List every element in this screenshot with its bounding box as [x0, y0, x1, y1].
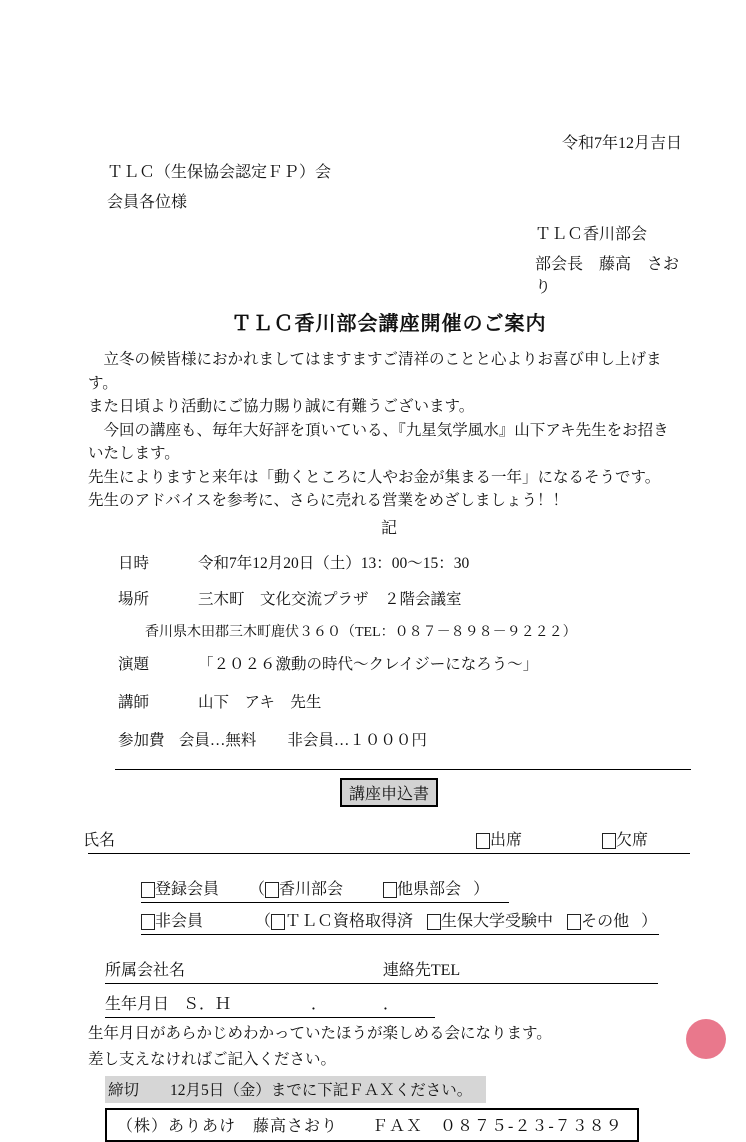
body-paragraphs: [88, 348, 690, 513]
birthdate-input-line[interactable]: [105, 991, 435, 1018]
birthdate-note-2: 差し支えなければご記入ください。: [88, 1050, 337, 1068]
birthdate-note-1: 生年月日があらかじめわかっていたほうが楽しめる会になります。: [88, 1024, 552, 1042]
registered-member-label: 登録会員: [155, 880, 220, 898]
venue-address: 香川県木田郡三木町鹿伏３６０（TEL：０８７－８９８－９２２２）: [145, 624, 577, 640]
registered-member-row: [141, 876, 509, 903]
paren-open: （: [249, 880, 266, 898]
registered-member-checkbox[interactable]: [141, 882, 155, 898]
paragraph-line: いたします。: [88, 445, 180, 462]
detail-row-datetime: [118, 551, 690, 573]
tel-label: 連絡先TEL: [382, 961, 461, 979]
nonmember-label: 非会員: [155, 912, 204, 930]
other-checkbox[interactable]: [567, 914, 581, 930]
tlc-qualified-checkbox[interactable]: [271, 914, 285, 930]
datetime-value: 令和7年12月20日（土）13：00～15：30: [198, 554, 470, 572]
deadline-highlight: 締切 12月5日（金）までに下記ＦＡＸください。: [105, 1076, 486, 1103]
nonmember-row: [141, 908, 659, 935]
paragraph-line: また日頃より活動にご協力賜り誠に有難うございます。: [88, 398, 475, 415]
topic-value: 「２０２６激動の時代～クレイジーになろう～」: [198, 655, 539, 673]
attend-checkbox[interactable]: [476, 833, 490, 849]
lecturer-label: 講師: [118, 693, 150, 711]
name-input-line[interactable]: [83, 827, 690, 854]
deadline-wrap: [88, 1071, 690, 1103]
seiho-univ-label: 生保大学受験中: [441, 912, 554, 930]
paren-open: （: [255, 912, 272, 930]
topic-label: 演題: [118, 655, 150, 673]
sender-organization: ＴＬＣ香川部会: [535, 226, 648, 243]
other-pref-branch-checkbox[interactable]: [383, 882, 397, 898]
nonmember-checkbox[interactable]: [141, 914, 155, 930]
form-title-badge: 講座申込書: [340, 778, 438, 807]
fax-contact-box: （株）ありあけ 藤高さおり ＦＡＸ ０８７５-２３-７３８９: [105, 1108, 639, 1142]
name-label: 氏名: [83, 831, 116, 849]
section-divider: [115, 769, 691, 770]
seiho-univ-checkbox[interactable]: [427, 914, 441, 930]
date-line: 令和7年12月吉日: [561, 135, 682, 152]
attend-label: 出席: [489, 831, 522, 849]
recipient-organization: ＴＬＣ（生保協会認定ＦＰ）会: [107, 164, 332, 181]
paragraph-line: 先生のアドバイスを参考に、さらに売れる営業をめざしましょう！！: [88, 492, 569, 509]
kagawa-branch-checkbox[interactable]: [265, 882, 279, 898]
paragraph-line: 今回の講座も、毎年大好評を頂いている、『九星気学風水』山下アキ先生をお招き: [88, 421, 669, 439]
document-content: [83, 0, 690, 1142]
paren-close: ）: [641, 912, 658, 930]
birthdate-era-hint: Ｓ．Ｈ ． ．: [183, 995, 400, 1013]
tlc-qualified-label: ＴＬＣ資格取得済: [285, 912, 414, 930]
absent-option[interactable]: [602, 827, 648, 850]
form-title-wrap: [88, 778, 690, 807]
sender-person: 部会長 藤高 さおり: [535, 256, 680, 296]
paragraph-line: 立冬の候皆様におかれましてはますますご清祥のことと心よりお喜び申し上げます。: [88, 351, 662, 392]
detail-row-fee: [118, 728, 690, 750]
other-label: その他: [581, 912, 630, 930]
birthdate-label: 生年月日: [105, 995, 170, 1013]
recipient-members: 会員各位様: [107, 194, 188, 211]
company-label: 所属会社名: [105, 961, 186, 979]
place-label: 場所: [118, 590, 150, 608]
floating-red-button[interactable]: [686, 1019, 726, 1059]
detail-row-topic: [118, 652, 690, 674]
absent-label: 欠席: [615, 831, 648, 849]
record-mark: 記: [380, 519, 397, 537]
place-value: 三木町 文化交流プラザ ２階会議室: [198, 590, 462, 608]
fax-box-wrap: [105, 1108, 690, 1142]
paren-close: ）: [473, 880, 490, 898]
detail-row-lecturer: [118, 690, 690, 712]
absent-checkbox[interactable]: [602, 833, 616, 849]
lecturer-value: 山下 アキ 先生: [198, 693, 322, 711]
other-pref-branch-label: 他県部会: [397, 880, 462, 898]
datetime-label: 日時: [118, 554, 150, 572]
paragraph-line: 先生によりますと来年は「動くところに人やお金が集まる一年」になるそうです。: [88, 468, 661, 486]
attend-option[interactable]: [476, 827, 522, 850]
fee-value: 会員…無料 非会員…１０００円: [178, 731, 427, 749]
company-input-line[interactable]: [105, 957, 658, 984]
fee-label: 参加費: [118, 731, 165, 749]
page-title: ＴＬＣ香川部会講座開催のご案内: [231, 313, 547, 335]
detail-row-place: [118, 587, 690, 609]
kagawa-branch-label: 香川部会: [279, 880, 344, 898]
